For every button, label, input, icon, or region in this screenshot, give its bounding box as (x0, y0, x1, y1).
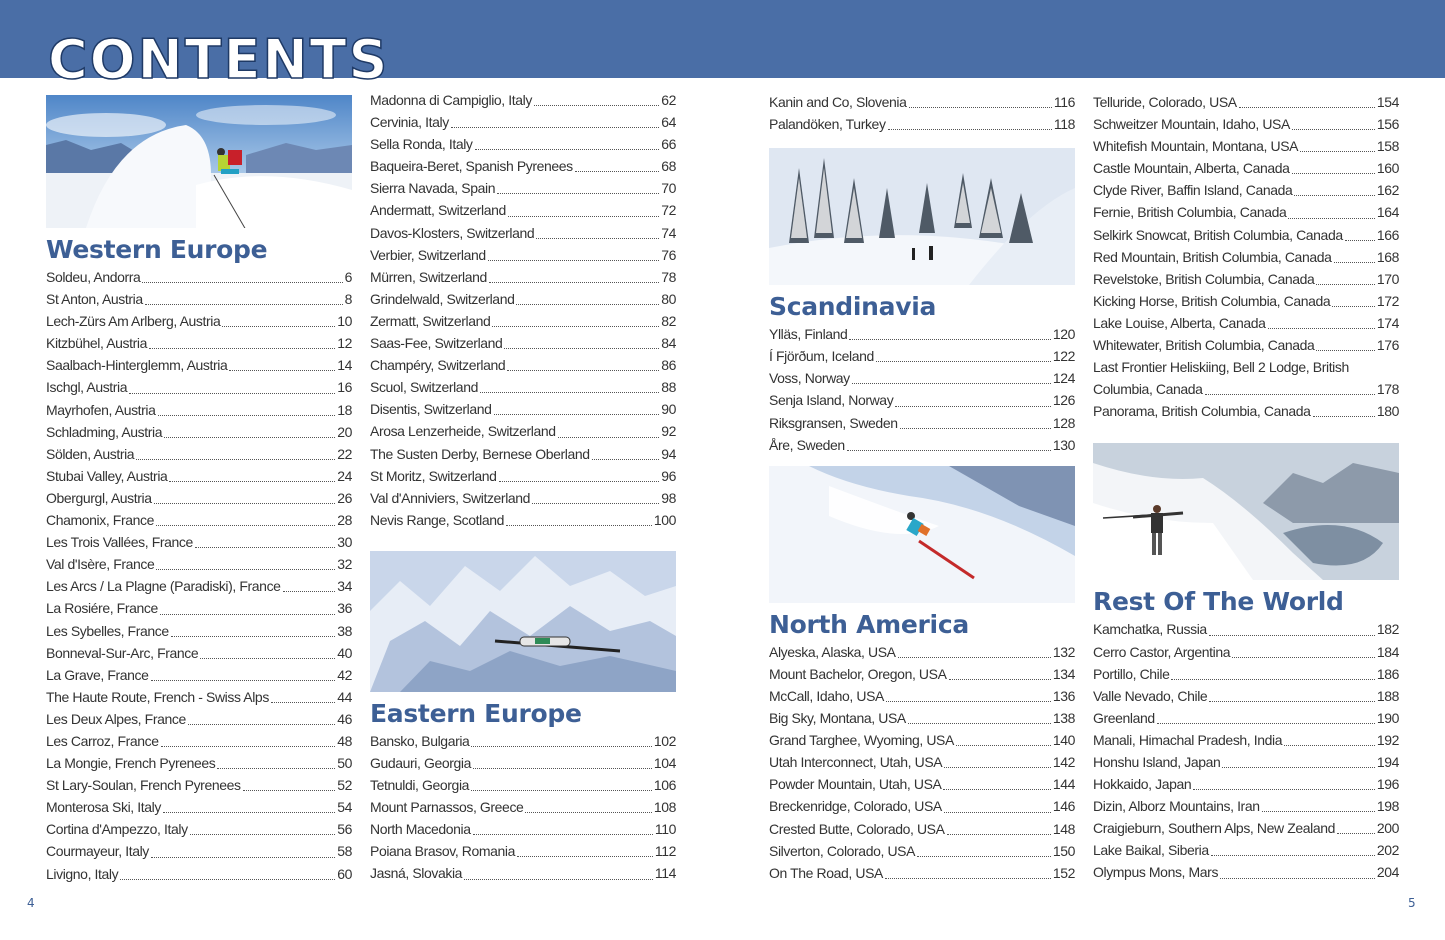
column-2 (370, 89, 676, 885)
toc-list-eastern-europe-part-2 (769, 91, 1075, 135)
toc-entry[interactable]: Fernie, British Columbia, Canada 164 (1093, 204, 1399, 221)
toc-entry[interactable]: St Lary-Soulan, French Pyrenees 52 (46, 777, 352, 794)
toc-entry[interactable]: St Anton, Austria 8 (46, 291, 352, 308)
toc-entry[interactable]: Columbia, Canada 178 (1093, 381, 1399, 398)
toc-entry[interactable]: Red Mountain, British Columbia, Canada 168 (1093, 248, 1399, 265)
toc-entry[interactable]: Tetnuldi, Georgia 106 (370, 777, 676, 794)
section-title-rest-of-the-world: Rest Of The World (1093, 587, 1344, 617)
section-title-western-europe: Western Europe (46, 235, 268, 264)
toc-entry[interactable]: Utah Interconnect, Utah, USA 142 (769, 754, 1075, 771)
toc-entry[interactable]: La Rosiére, France 36 (46, 600, 352, 617)
toc-entry[interactable]: Les Carroz, France 48 (46, 732, 352, 749)
toc-entry[interactable]: Madonna di Campiglio, Italy 62 (370, 92, 676, 108)
toc-entry[interactable]: Schladming, Austria 20 (46, 423, 352, 440)
toc-entry[interactable]: Crested Butte, Colorado, USA 148 (769, 820, 1075, 837)
toc-entry[interactable]: Craigieburn, Southern Alps, New Zealand 200 (1093, 820, 1399, 837)
toc-entry[interactable]: Les Arcs / La Plagne (Paradiski), France 34 (46, 578, 352, 595)
toc-entry[interactable]: Bansko, Bulgaria 102 (370, 732, 676, 749)
toc-entry[interactable]: Mayrhofen, Austria 18 (46, 401, 352, 418)
toc-entry[interactable]: Les Trois Vallées, France 30 (46, 534, 352, 551)
toc-entry[interactable]: Monterosa Ski, Italy 54 (46, 799, 352, 816)
toc-entry[interactable]: Hokkaido, Japan 196 (1093, 776, 1399, 793)
column-3 (769, 91, 1075, 884)
toc-entry[interactable]: Sella Ronda, Italy 66 (370, 136, 676, 153)
toc-entry[interactable]: Arosa Lenzerheide, Switzerland 92 (370, 423, 676, 440)
toc-entry[interactable]: Voss, Norway 124 (769, 370, 1075, 387)
toc-entry[interactable]: Cerro Castor, Argentina 184 (1093, 643, 1399, 660)
section-title-eastern-europe: Eastern Europe (370, 698, 582, 728)
toc-entry[interactable]: Schweitzer Mountain, Idaho, USA 156 (1093, 116, 1399, 133)
toc-entry[interactable]: Andermatt, Switzerland 72 (370, 202, 676, 219)
toc-entry[interactable]: Silverton, Colorado, USA 150 (769, 842, 1075, 859)
toc-entry[interactable]: The Susten Derby, Bernese Oberland 94 (370, 445, 676, 462)
toc-entry[interactable]: Telluride, Colorado, USA 154 (1093, 94, 1399, 110)
toc-entry[interactable]: Whitefish Mountain, Montana, USA 158 (1093, 138, 1399, 155)
cross-country-skiers-snowy-trees-photo (769, 148, 1075, 285)
toc-entry[interactable]: Grand Targhee, Wyoming, USA 140 (769, 732, 1075, 749)
toc-entry[interactable]: Livigno, Italy 60 (46, 865, 352, 882)
skier-arms-outstretched-coastal-ridge-photo (1093, 443, 1399, 580)
toc-entry[interactable]: Senja Island, Norway 126 (769, 392, 1075, 409)
toc-list-western-europe-part-2 (370, 89, 676, 531)
toc-list-scandinavia (769, 323, 1075, 456)
toc-entry[interactable]: Baqueira-Beret, Spanish Pyrenees 68 (370, 158, 676, 175)
page-number-right: 5 (1408, 896, 1416, 910)
section-title-scandinavia: Scandinavia (769, 292, 937, 322)
toc-entry[interactable]: Kamchatka, Russia 182 (1093, 621, 1399, 638)
skier-powder-slope-photo (769, 466, 1075, 603)
skier-jumping-snow-cornice-photo (46, 95, 352, 228)
toc-entry[interactable]: The Haute Route, French - Swiss Alps 44 (46, 688, 352, 705)
column-4 (1093, 91, 1399, 884)
toc-list-north-america-part-1 (769, 641, 1075, 884)
toc-entry[interactable]: Saalbach-Hinterglemm, Austria 14 (46, 357, 352, 374)
toc-entry[interactable]: Champéry, Switzerland 86 (370, 357, 676, 374)
toc-entry[interactable]: Big Sky, Montana, USA 138 (769, 710, 1075, 727)
toc-entry[interactable]: Breckenridge, Colorado, USA 146 (769, 798, 1075, 815)
toc-entry[interactable]: Honshu Island, Japan 194 (1093, 753, 1399, 770)
toc-entry[interactable]: Greenland 190 (1093, 709, 1399, 726)
toc-entry[interactable]: Soldeu, Andorra 6 (46, 269, 352, 285)
toc-entry[interactable]: Palandöken, Turkey 118 (769, 116, 1075, 133)
toc-entry[interactable]: Courmayeur, Italy 58 (46, 843, 352, 860)
toc-entry[interactable]: Mount Bachelor, Oregon, USA 134 (769, 665, 1075, 682)
toc-entry[interactable]: Olympus Mons, Mars 204 (1093, 864, 1399, 881)
toc-entry[interactable]: La Mongie, French Pyrenees 50 (46, 755, 352, 772)
toc-entry[interactable]: Lake Baikal, Siberia 202 (1093, 842, 1399, 859)
toc-entry[interactable]: Lech-Zürs Am Arlberg, Austria 10 (46, 313, 352, 330)
toc-entry[interactable]: Davos-Klosters, Switzerland 74 (370, 224, 676, 241)
toc-entry[interactable]: Poiana Brasov, Romania 112 (370, 843, 676, 860)
toc-entry[interactable]: Val d'Isère, France 32 (46, 556, 352, 573)
toc-entry[interactable]: Zermatt, Switzerland 82 (370, 312, 676, 329)
toc-entry[interactable]: Powder Mountain, Utah, USA 144 (769, 776, 1075, 793)
toc-entry[interactable]: McCall, Idaho, USA 136 (769, 687, 1075, 704)
toc-list-eastern-europe-part-1 (370, 730, 676, 885)
toc-entry-line-1[interactable]: Last Frontier Heliskiing, Bell 2 Lodge, British (1093, 359, 1349, 376)
toc-entry[interactable]: Les Deux Alpes, France 46 (46, 710, 352, 727)
toc-entry[interactable]: Obergurgl, Austria 26 (46, 489, 352, 506)
toc-list-rest-of-the-world (1093, 618, 1399, 883)
toc-entry[interactable]: Kitzbühel, Austria 12 (46, 335, 352, 352)
toc-entry[interactable]: Panorama, British Columbia, Canada 180 (1093, 403, 1399, 420)
ski-jumper-mountains-photo (370, 551, 676, 692)
toc-entry[interactable]: Val d'Anniviers, Switzerland 98 (370, 489, 676, 506)
toc-entry[interactable]: Revelstoke, British Columbia, Canada 170 (1093, 270, 1399, 287)
toc-entry[interactable]: Portillo, Chile 186 (1093, 665, 1399, 682)
toc-list-western-europe-part-1 (46, 266, 352, 885)
toc-entry[interactable]: Alyeska, Alaska, USA 132 (769, 643, 1075, 660)
toc-entry[interactable]: Manali, Himachal Pradesh, India 192 (1093, 731, 1399, 748)
toc-entry[interactable]: Scuol, Switzerland 88 (370, 379, 676, 396)
toc-entry[interactable]: Cortina d'Ampezzo, Italy 56 (46, 821, 352, 838)
toc-entry[interactable]: Í Fjörðum, Iceland 122 (769, 348, 1075, 365)
toc-entry[interactable]: Kanin and Co, Slovenia 116 (769, 94, 1075, 110)
toc-entry[interactable]: Åre, Sweden 130 (769, 436, 1075, 453)
toc-entry[interactable]: Verbier, Switzerland 76 (370, 246, 676, 263)
toc-entry[interactable]: Bonneval-Sur-Arc, France 40 (46, 644, 352, 661)
toc-entry[interactable]: La Grave, France 42 (46, 666, 352, 683)
toc-entry[interactable]: Sölden, Austria 22 (46, 445, 352, 462)
toc-list-north-america-part-2 (1093, 91, 1399, 422)
toc-entry[interactable]: Kicking Horse, British Columbia, Canada 172 (1093, 292, 1399, 309)
toc-entry[interactable]: Les Sybelles, France 38 (46, 622, 352, 639)
toc-entry[interactable]: Lake Louise, Alberta, Canada 174 (1093, 314, 1399, 331)
page-number-left: 4 (27, 896, 35, 910)
toc-entry[interactable]: Valle Nevado, Chile 188 (1093, 687, 1399, 704)
toc-entry[interactable]: Clyde River, Baffin Island, Canada 162 (1093, 182, 1399, 199)
toc-entry[interactable]: On The Road, USA 152 (769, 864, 1075, 881)
toc-entry[interactable]: Whitewater, British Columbia, Canada 176 (1093, 337, 1399, 354)
toc-entry[interactable]: Riksgransen, Sweden 128 (769, 414, 1075, 431)
toc-entry[interactable]: Ylläs, Finland 120 (769, 326, 1075, 343)
toc-entry[interactable]: Gudauri, Georgia 104 (370, 754, 676, 771)
toc-entry[interactable]: Chamonix, France 28 (46, 512, 352, 529)
toc-entry[interactable]: Disentis, Switzerland 90 (370, 401, 676, 418)
toc-entry[interactable]: Dizin, Alborz Mountains, Iran 198 (1093, 798, 1399, 815)
toc-entry[interactable]: Jasná, Slovakia 114 (370, 865, 676, 882)
toc-entry[interactable]: North Macedonia 110 (370, 821, 676, 838)
toc-entry[interactable]: Selkirk Snowcat, British Columbia, Canada 166 (1093, 226, 1399, 243)
toc-entry[interactable]: Sierra Navada, Spain 70 (370, 180, 676, 197)
toc-entry[interactable]: Mount Parnassos, Greece 108 (370, 799, 676, 816)
toc-entry[interactable]: Castle Mountain, Alberta, Canada 160 (1093, 160, 1399, 177)
page-title: CONTENTS (48, 28, 390, 91)
toc-entry[interactable]: Stubai Valley, Austria 24 (46, 467, 352, 484)
section-title-north-america: North America (769, 609, 969, 639)
toc-entry[interactable]: St Moritz, Switzerland 96 (370, 467, 676, 484)
toc-entry[interactable]: Mürren, Switzerland 78 (370, 268, 676, 285)
toc-entry[interactable]: Cervinia, Italy 64 (370, 114, 676, 131)
column-1 (46, 95, 352, 885)
toc-entry[interactable]: Saas-Fee, Switzerland 84 (370, 335, 676, 352)
toc-entry[interactable]: Grindelwald, Switzerland 80 (370, 290, 676, 307)
toc-entry[interactable]: Nevis Range, Scotland 100 (370, 511, 676, 528)
toc-entry[interactable]: Ischgl, Austria 16 (46, 379, 352, 396)
